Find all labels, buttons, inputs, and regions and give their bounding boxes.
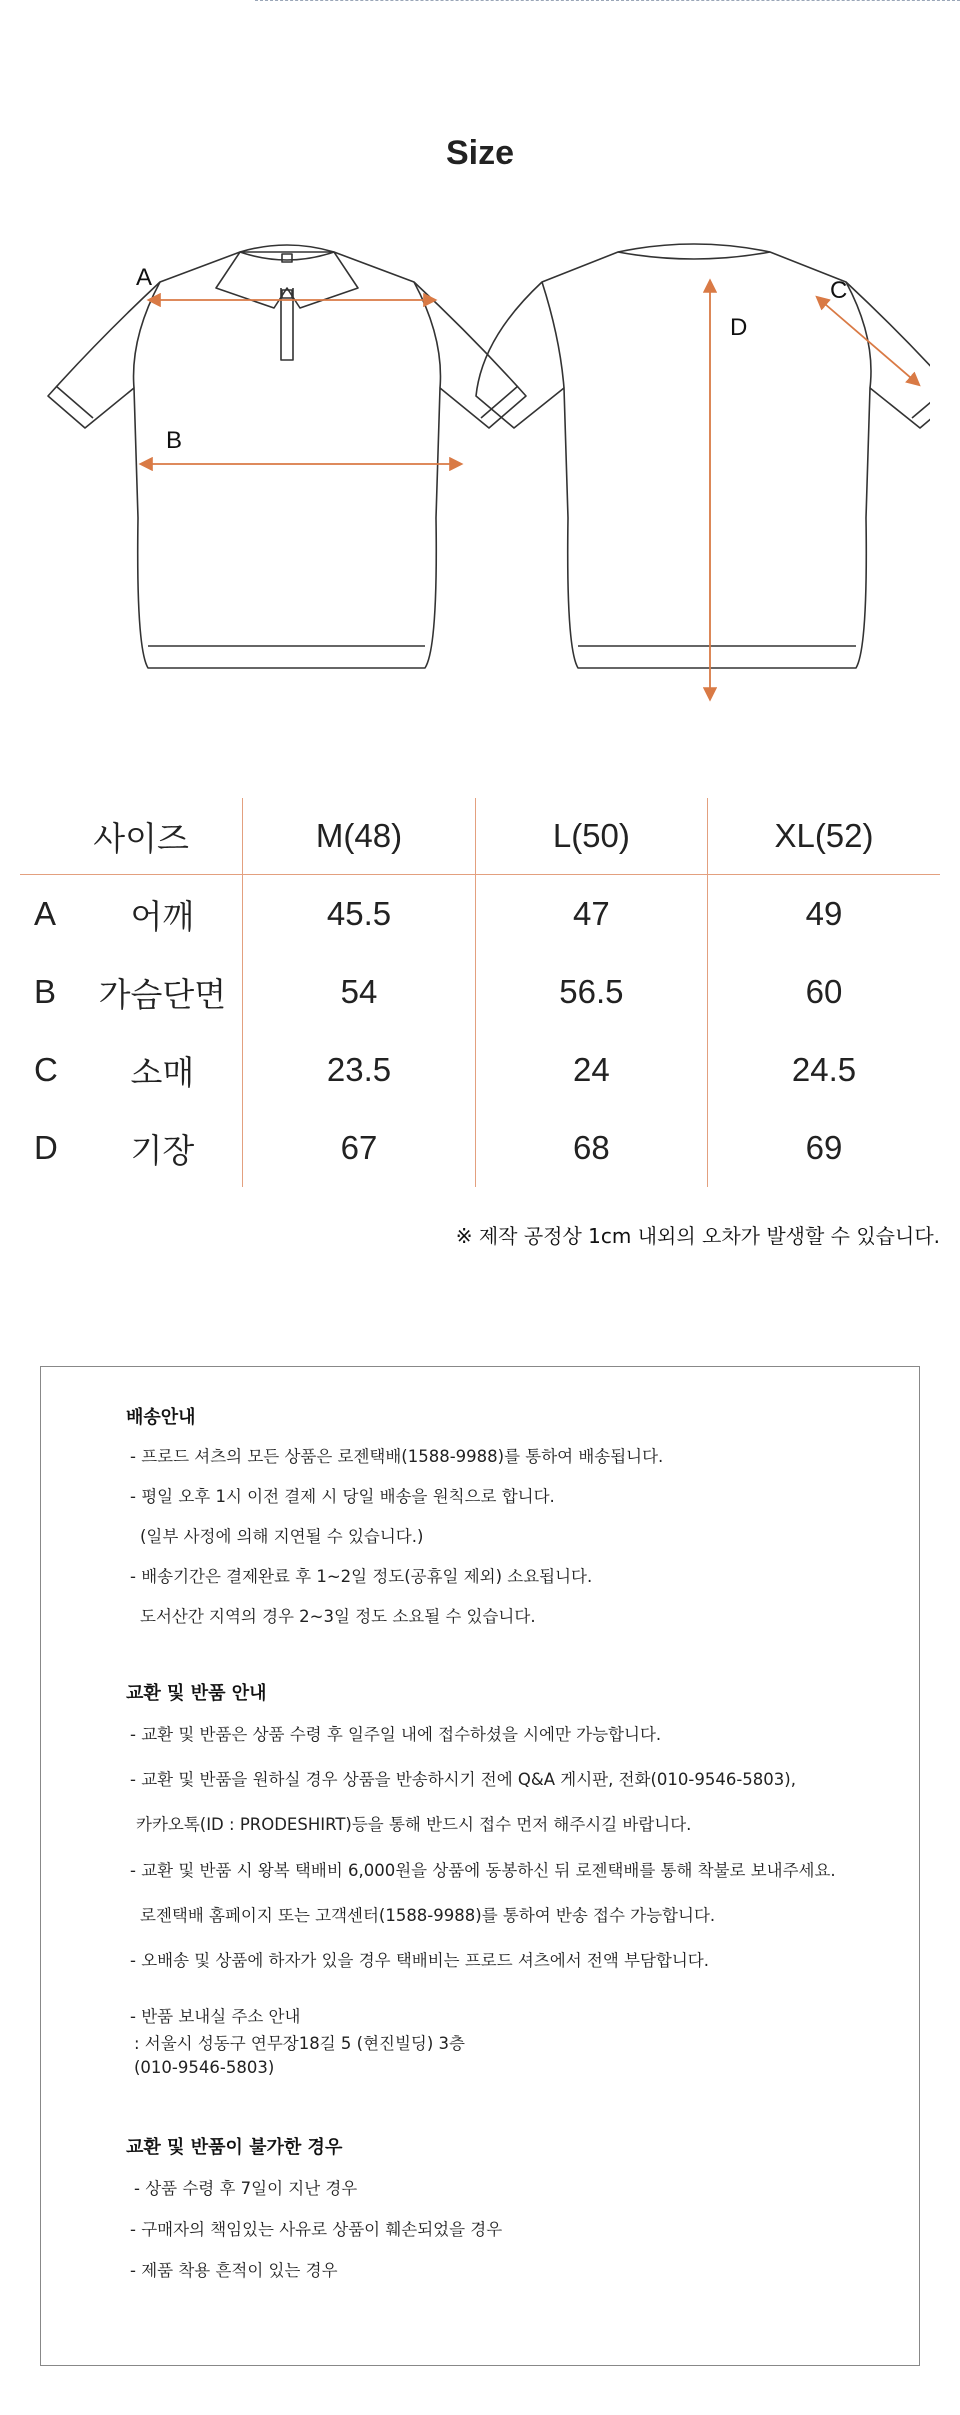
- exchange-line: - 교환 및 반품은 상품 수령 후 일주일 내에 접수하셨을 시에만 가능합니다.: [130, 1725, 662, 1744]
- table-row: [20, 953, 940, 1031]
- value-l: 24: [475, 1031, 707, 1109]
- label-c: C: [830, 277, 848, 304]
- shipping-info-box: [40, 1366, 920, 2366]
- shipping-line: (일부 사정에 의해 지연될 수 있습니다.): [140, 1527, 424, 1546]
- exchange-line: - 교환 및 반품을 원하실 경우 상품을 반송하시기 전에 Q&A 게시판, 전화(010-9546-5803),: [130, 1770, 796, 1789]
- sleeve-measure-line: [818, 298, 918, 384]
- row-code: D: [34, 1129, 58, 1166]
- label-d: D: [730, 314, 748, 341]
- shipping-line: 도서산간 지역의 경우 2~3일 정도 소요될 수 있습니다.: [140, 1607, 536, 1626]
- label-b: B: [166, 427, 183, 454]
- exchange-line: 카카오톡(ID : PRODESHIRT)등을 통해 반드시 접수 먼저 해주시길 바랍니다.: [136, 1815, 692, 1834]
- table-row: [20, 1109, 940, 1187]
- value-l: 56.5: [475, 953, 707, 1031]
- exchange-title: 교환 및 반품 안내: [126, 1683, 267, 1704]
- exchange-line: - 교환 및 반품 시 왕복 택배비 6,000원을 상품에 동봉하신 뒤 로젠택배를 통해 착불로 보내주세요.: [130, 1861, 836, 1880]
- row-name: 기장: [130, 1131, 195, 1169]
- row-name: 어깨: [130, 897, 195, 935]
- value-l: 68: [475, 1109, 707, 1187]
- shipping-line: - 프로드 셔츠의 모든 상품은 로젠택배(1588-9988)를 통하여 배송됩니다.: [130, 1447, 664, 1466]
- not-allowed-line: - 제품 착용 흔적이 있는 경우: [130, 2261, 338, 2280]
- back-shirt-icon: [476, 244, 930, 668]
- row-code: B: [34, 973, 57, 1010]
- not-allowed-title: 교환 및 반품이 불가한 경우: [126, 2137, 343, 2158]
- front-shirt-icon: [48, 245, 526, 668]
- header-size: 사이즈: [20, 798, 243, 875]
- value-m: 45.5: [243, 875, 476, 954]
- return-address-line: (010-9546-5803): [134, 2058, 275, 2077]
- size-table: [20, 798, 940, 1187]
- shipping-line: - 평일 오후 1시 이전 결제 시 당일 배송을 원칙으로 합니다.: [130, 1487, 555, 1506]
- table-row: [20, 875, 940, 954]
- header-l: L(50): [475, 798, 707, 875]
- value-l: 47: [475, 875, 707, 954]
- size-diagram: [30, 228, 930, 718]
- tolerance-note: ※ 제작 공정상 1cm 내외의 오차가 발생할 수 있습니다.: [455, 1224, 940, 1248]
- header-xl: XL(52): [707, 798, 940, 875]
- return-address-line: - 반품 보내실 주소 안내: [130, 2007, 301, 2026]
- exchange-line: 로젠택배 홈페이지 또는 고객센터(1588-9988)를 통하여 반송 접수 가능합니다.: [140, 1906, 716, 1925]
- row-name: 가슴단면: [98, 975, 227, 1013]
- value-m: 67: [243, 1109, 476, 1187]
- value-xl: 69: [707, 1109, 940, 1187]
- page-title: Size: [445, 134, 515, 172]
- not-allowed-line: - 상품 수령 후 7일이 지난 경우: [134, 2179, 358, 2198]
- value-m: 23.5: [243, 1031, 476, 1109]
- value-xl: 49: [707, 875, 940, 954]
- row-name: 소매: [130, 1053, 195, 1091]
- return-address-line: : 서울시 성동구 연무장18길 5 (현진빌딩) 3층: [134, 2034, 465, 2053]
- table-row: [20, 1031, 940, 1109]
- value-xl: 60: [707, 953, 940, 1031]
- row-code: A: [34, 895, 57, 932]
- row-code: C: [34, 1051, 58, 1088]
- header-m: M(48): [243, 798, 476, 875]
- label-a: A: [136, 264, 153, 291]
- shipping-title: 배송안내: [126, 1407, 196, 1428]
- not-allowed-line: - 구매자의 책임있는 사유로 상품이 훼손되었을 경우: [130, 2220, 503, 2239]
- value-m: 54: [243, 953, 476, 1031]
- exchange-line: - 오배송 및 상품에 하자가 있을 경우 택배비는 프로드 셔츠에서 전액 부담합니다.: [130, 1951, 709, 1970]
- value-xl: 24.5: [707, 1031, 940, 1109]
- shipping-line: - 배송기간은 결제완료 후 1~2일 정도(공휴일 제외) 소요됩니다.: [130, 1567, 593, 1586]
- top-divider: [255, 0, 960, 2]
- size-table-header: [20, 798, 940, 875]
